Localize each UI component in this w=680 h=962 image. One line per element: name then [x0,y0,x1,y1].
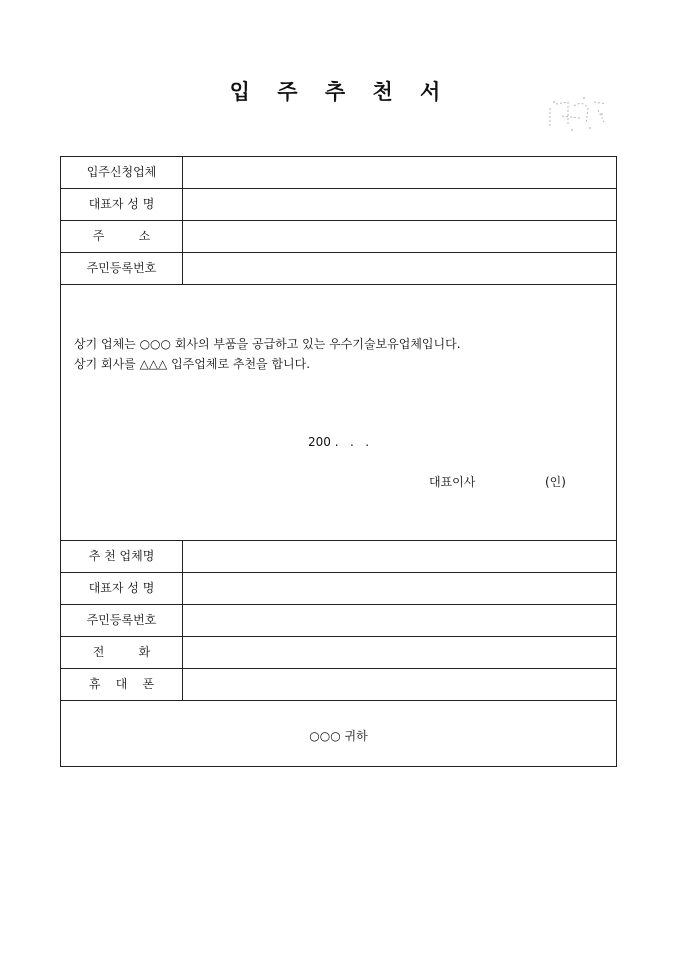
document-title: 입 주 추 천 서 [229,79,451,104]
recommender-representative-row [61,573,616,605]
applicant-address-label: 주 소 [61,221,183,252]
applicant-address-field[interactable] [183,221,616,252]
recommender-phone-field[interactable] [183,637,616,668]
addressee-line: ○○○ 귀하 [309,729,368,743]
recommender-representative-field[interactable] [183,573,616,604]
applicant-company-field[interactable] [183,157,616,188]
applicant-company-label: 입주신청업체 [61,157,183,188]
recommendation-statement [61,285,616,541]
recommender-mobile-field[interactable] [183,669,616,700]
applicant-company-row [61,157,616,189]
recommender-phone-row [61,637,616,669]
representative-title: 대표이사 [429,475,476,489]
applicant-representative-field[interactable] [183,189,616,220]
recommender-company-label: 추 천 업체명 [61,541,183,572]
applicant-id-number-label: 주민등록번호 [61,253,183,284]
applicant-id-number-row [61,253,616,285]
recommender-company-row [61,541,616,573]
recommender-id-number-row [61,605,616,637]
statement-line-1: 상기 업체는 ○○○ 회사의 부품을 공급하고 있는 우수기술보유업체입니다. [74,337,461,351]
applicant-id-number-field[interactable] [183,253,616,284]
recommender-company-field[interactable] [183,541,616,572]
applicant-address-row [61,221,616,253]
applicant-representative-label: 대표자 성 명 [61,189,183,220]
recommender-mobile-row [61,669,616,701]
seal-mark: (인) [545,475,566,489]
applicant-representative-row [61,189,616,221]
recommender-phone-label: 전 화 [61,637,183,668]
faint-stamp-mark [544,94,612,136]
recommender-id-number-label: 주민등록번호 [61,605,183,636]
recommendation-form [60,156,617,767]
statement-line-2: 상기 회사를 △△△ 입주업체로 추천을 합니다. [74,357,311,371]
recommender-id-number-field[interactable] [183,605,616,636]
recommender-mobile-label: 휴 대 폰 [61,669,183,700]
recommender-representative-label: 대표자 성 명 [61,573,183,604]
date-line: 200 . . . [308,435,370,449]
